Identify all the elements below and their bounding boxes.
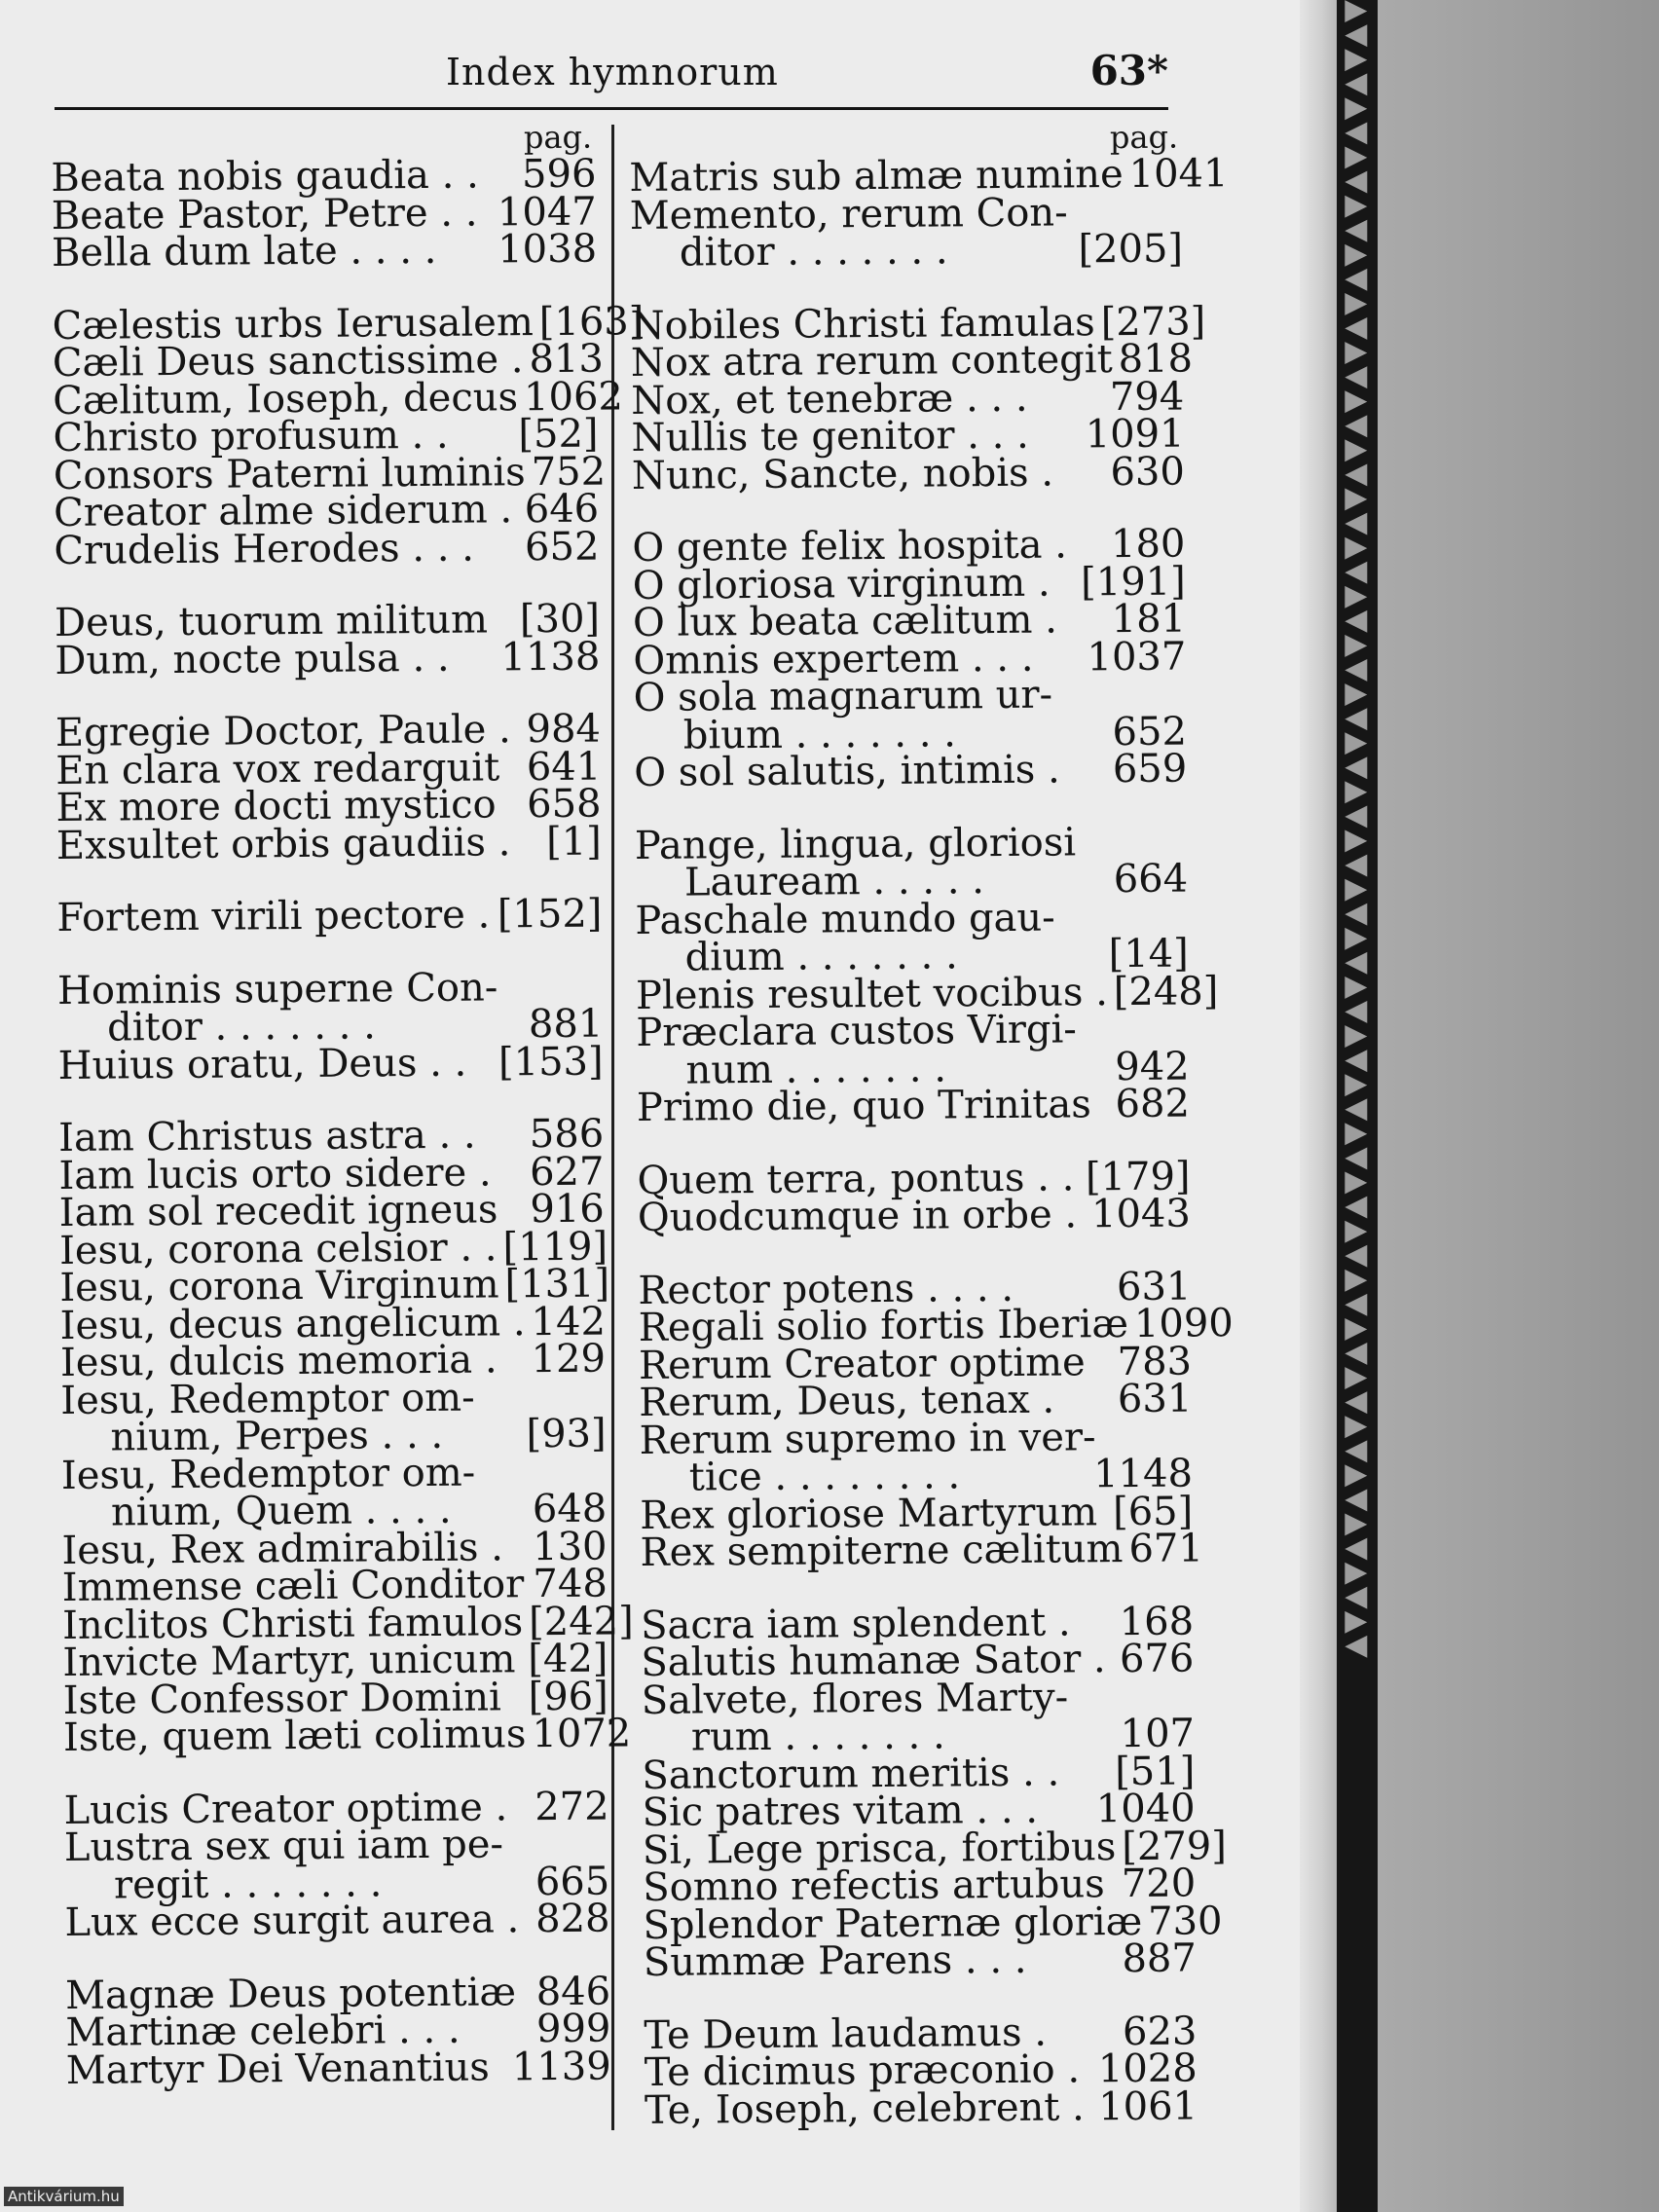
page-reference: 1047 (497, 189, 597, 235)
page-title: Index hymnorum (446, 51, 779, 93)
page-reference: [52] (518, 411, 599, 458)
hymn-title: Paschale mundo gau- (635, 895, 1055, 943)
page-reference: [119] (502, 1224, 608, 1270)
hymn-title: regit . . . . . . . (64, 1860, 383, 1908)
hymn-title: Iesu, Redemptor om- (60, 1450, 476, 1498)
header-rule (55, 107, 1168, 110)
hymn-title: Lux ecce surgit aurea . (64, 1897, 520, 1945)
hymn-title: Iesu, corona Virginum (59, 1262, 499, 1310)
hymn-title: Immense cæli Conditor (61, 1562, 525, 1610)
hymn-title: Regali solio fortis Iberiæ (638, 1302, 1129, 1350)
page-reference: 1062 (523, 373, 624, 420)
page-reference: 631 (1117, 1376, 1193, 1422)
page-reference: 658 (526, 781, 602, 828)
hymn-title: Invicte Martyr, unicum (62, 1637, 516, 1685)
page-reference: 652 (524, 524, 600, 570)
index-entry (636, 1081, 1191, 1130)
page-reference: 142 (531, 1299, 607, 1345)
index-entry (644, 2083, 1198, 2133)
page-reference: 586 (529, 1111, 605, 1158)
hymn-title: Rex gloriose Martyrum (640, 1489, 1098, 1538)
hymn-title: Magnæ Deus potentiæ (64, 1969, 517, 2018)
hymn-title: Martinæ celebri . . . (65, 2007, 461, 2055)
hymn-title: Nunc, Sancte, nobis . (631, 450, 1054, 498)
hymn-title: Rerum supremo in ver- (639, 1414, 1096, 1463)
index-entry (640, 1526, 1204, 1575)
index-entry (54, 524, 600, 573)
page-reference: 1037 (1087, 634, 1187, 680)
page-reference: 813 (529, 336, 605, 383)
page-reference: [152] (497, 891, 603, 938)
hymn-title: Creator alme siderum . (53, 487, 513, 535)
page-reference: [163] (538, 298, 645, 345)
page-reference: [42] (528, 1636, 608, 1682)
hymn-title: Sanctorum meritis . . (642, 1750, 1060, 1798)
page-reference: 1148 (1092, 1451, 1194, 1497)
page-reference: 1028 (1097, 2046, 1198, 2092)
hymn-title: O sola magnarum ur- (633, 672, 1053, 720)
hymn-title: dium . . . . . . . (635, 933, 958, 980)
hymn-title: Plenis resultet vocibus . (635, 969, 1109, 1018)
hymn-title: Iste, quem læti colimus (62, 1712, 527, 1760)
hymn-title: Huius oratu, Deus . . (57, 1040, 467, 1088)
page-reference: 623 (1122, 2008, 1198, 2054)
hymn-title: Iam lucis orto sidere . (58, 1149, 492, 1198)
hymn-title: Quodcumque in orbe . (637, 1192, 1078, 1240)
page-reference: 631 (1116, 1264, 1192, 1309)
hymn-title: Egregie Doctor, Paule . (55, 707, 511, 756)
index-entry (56, 891, 603, 940)
page-reference: 659 (1112, 746, 1188, 793)
page-reference: 748 (533, 1561, 608, 1607)
page-reference: 999 (535, 2006, 611, 2052)
hymn-title: Iesu, dulcis memoria . (59, 1337, 498, 1385)
page-reference: 168 (1119, 1598, 1195, 1644)
page-reference: 1038 (498, 226, 598, 273)
page-reference: 794 (1109, 374, 1185, 420)
hymn-title: Salutis humanæ Sator . (641, 1637, 1106, 1685)
hymn-title: Nobiles Christi famulas (630, 299, 1095, 349)
index-entries (629, 151, 1234, 2133)
page-reference: 752 (531, 449, 607, 495)
hymn-title: Somno refectis artubus (643, 1862, 1105, 1910)
page-reference: 1090 (1133, 1301, 1234, 1346)
page-reference: 1061 (1098, 2083, 1198, 2129)
index-entry (631, 449, 1186, 498)
hymn-title: Lauream . . . . . (634, 858, 985, 905)
index-entry (629, 226, 1184, 276)
page-reference: 1043 (1090, 1191, 1191, 1237)
hymn-title: Omnis expertem . . . (633, 635, 1034, 683)
hymn-title: Rerum Creator optime (638, 1339, 1086, 1388)
hymn-title: Sacra iam splendent . (640, 1599, 1071, 1648)
page-reference: 596 (521, 151, 597, 198)
page-reference: 180 (1110, 521, 1186, 568)
backdrop (1378, 0, 1659, 2212)
hymn-title: Te Deum laudamus . (644, 2009, 1048, 2058)
hymn-title: Iste Confessor Domini (62, 1674, 502, 1723)
hymn-title: O gente felix hospita . (632, 522, 1068, 571)
book-spine (1337, 0, 1378, 2212)
page-reference: 641 (526, 744, 602, 790)
index-entry (55, 819, 602, 868)
page-reference: 881 (528, 1001, 604, 1048)
index-entry (55, 634, 601, 683)
index-entry (64, 1896, 610, 1945)
index-entries (51, 151, 645, 2093)
page-reference: 676 (1119, 1636, 1195, 1682)
index-entry (57, 1039, 604, 1088)
page-reference: [205] (1078, 226, 1184, 273)
page-reference: 1139 (511, 2044, 611, 2089)
page-reference: 984 (526, 706, 602, 753)
hymn-title: Nox atra rerum contegit (630, 337, 1113, 386)
pag-label: pag. (1109, 118, 1179, 157)
index-entry (62, 1711, 632, 1760)
hymn-title: Nox, et tenebræ . . . (631, 375, 1028, 424)
hymn-title: En clara vox redarguit (55, 744, 500, 793)
page-reference: 107 (1120, 1711, 1196, 1757)
page-reference: 129 (531, 1336, 607, 1382)
hymn-title: O lux beata cælitum . (632, 597, 1058, 645)
hymn-title: Rex sempiterne cælitum (640, 1527, 1124, 1575)
page-reference: 646 (524, 486, 600, 533)
page-reference: [131] (504, 1261, 610, 1308)
page-reference: 648 (532, 1486, 608, 1532)
hymn-title: Iesu, Rex admirabilis . (61, 1524, 504, 1573)
hymn-title: Splendor Paternæ gloriæ (643, 1899, 1143, 1948)
hymn-title: Lucis Creator optime . (63, 1784, 508, 1833)
hymn-title: Iesu, Redemptor om- (60, 1375, 475, 1423)
spine-pattern: ▲▼▲▼▲▼▲▼▲▼▲▼▲▼▲▼▲▼▲▼▲▼▲▼▲▼▲▼▲▼▲▼▲▼▲▼▲▼▲▼▲▼▲▼▲▼▲▼▲▼▲▼▲▼▲▼▲▼▲▼▲▼▲▼▲▼▲▼ (1341, 0, 1375, 1660)
hymn-title: Bella dum late . . . . (51, 227, 437, 276)
hymn-title: Salvete, flores Marty- (641, 1675, 1069, 1723)
page-reference: [96] (528, 1674, 608, 1719)
hymn-title: Rector potens . . . . (638, 1265, 1014, 1313)
page-reference: 1040 (1095, 1786, 1196, 1832)
page-reference: [1] (545, 819, 602, 865)
hymn-title: ditor . . . . . . . (57, 1003, 377, 1051)
page-reference: 181 (1111, 596, 1187, 643)
page-reference: 916 (530, 1186, 605, 1233)
hymn-title: Crudelis Herodes . . . (54, 525, 475, 573)
page-reference: 730 (1148, 1898, 1223, 1944)
page-reference: [179] (1085, 1154, 1191, 1199)
index-column-right (629, 118, 1234, 2133)
hymn-title: Primo die, quo Trinitas (636, 1082, 1091, 1130)
page-reference: 665 (535, 1859, 610, 1904)
hymn-title: Lustra sex qui iam pe- (63, 1822, 504, 1870)
page-reference: 720 (1121, 1861, 1197, 1907)
hymn-title: Iesu, corona celsior . . (58, 1224, 498, 1273)
hymn-title: nium, Perpes . . . (60, 1412, 444, 1460)
page-reference: 272 (535, 1784, 609, 1829)
page-reference: [191] (1080, 559, 1186, 605)
page-reference: 630 (1110, 449, 1186, 495)
page-reference: 828 (535, 1896, 610, 1942)
hymn-title: Quem terra, pontus . . (637, 1154, 1075, 1203)
page-reference: [279] (1122, 1823, 1228, 1869)
page-reference: [153] (498, 1039, 604, 1085)
hymn-title: Si, Lege prisca, fortibus (642, 1824, 1117, 1873)
hymn-title: Beata nobis gaudia . . (51, 152, 479, 201)
hymn-title: rum . . . . . . . (641, 1713, 945, 1760)
hymn-title: tice . . . . . . . . (639, 1453, 961, 1500)
hymn-title: Iesu, decus angelicum . (59, 1299, 526, 1348)
page-reference: 652 (1112, 709, 1188, 755)
hymn-title: Præclara custos Virgi- (636, 1007, 1077, 1055)
hymn-title: Ex more docti mystico (55, 782, 497, 830)
hymn-title: O gloriosa virginum . (632, 560, 1051, 608)
hymn-title: Nullis te genitor . . . (631, 412, 1029, 461)
hymn-title: Memento, rerum Con- (629, 189, 1068, 239)
index-column-left (51, 118, 645, 2093)
hymn-title: Martyr Dei Venantius (65, 2045, 490, 2093)
hymn-title: Christo profusum . . (53, 412, 449, 461)
hymn-title: Inclitos Christi famulos (61, 1599, 524, 1648)
page-reference: 887 (1122, 1936, 1198, 1982)
page-reference: 682 (1115, 1081, 1191, 1127)
page-reference: [65] (1112, 1488, 1194, 1534)
hymn-title: Sic patres vitam . . . (642, 1787, 1039, 1835)
hymn-title: Te dicimus præconio . (644, 2046, 1081, 2095)
page-reference: [248] (1113, 968, 1219, 1014)
running-header (56, 47, 1168, 109)
page-reference: 671 (1128, 1526, 1204, 1572)
hymn-title: O sol salutis, intimis . (634, 747, 1060, 795)
index-entry (51, 226, 598, 276)
hymn-title: Hominis superne Con- (56, 964, 498, 1014)
hymn-title: Cæli Deus sanctissime . (52, 337, 524, 386)
page-edge (1300, 0, 1337, 2212)
index-entry (634, 746, 1188, 795)
page-reference: 818 (1118, 336, 1194, 383)
hymn-title: Deus, tuorum militum (54, 597, 489, 645)
hymn-title: Summæ Parens . . . (643, 1936, 1027, 1985)
hymn-title: nium, Quem . . . . (61, 1487, 452, 1535)
index-entry (65, 2044, 611, 2093)
page-reference: 942 (1115, 1044, 1190, 1089)
page-reference: [273] (1100, 298, 1206, 345)
watermark: Antikvárium.hu (4, 2187, 124, 2206)
hymn-title: bium . . . . . . . (633, 710, 957, 758)
page-reference: 1072 (532, 1711, 632, 1757)
hymn-title: Iam sol recedit igneus (58, 1187, 498, 1235)
page-reference: 1041 (1128, 151, 1229, 197)
index-entry (637, 1191, 1191, 1240)
hymn-title: Te, Ioseph, celebrent . (644, 2083, 1085, 2133)
hymn-title: Matris sub almæ numine (629, 152, 1124, 201)
page-reference: 1091 (1085, 411, 1185, 458)
column-divider (611, 125, 614, 2130)
page-reference: [30] (519, 596, 601, 643)
hymn-title: Pange, lingua, gloriosi (634, 819, 1077, 868)
index-entry (643, 1936, 1198, 1985)
hymn-title: Iam Christus astra . . (58, 1112, 476, 1161)
page-reference: [51] (1115, 1748, 1196, 1794)
hymn-title: Rerum, Deus, tenax . (639, 1377, 1055, 1425)
hymn-title: Beate Pastor, Petre . . (51, 190, 478, 239)
page-reference: 664 (1113, 856, 1189, 903)
page-reference: 627 (529, 1149, 605, 1195)
page-reference: [93] (526, 1411, 607, 1457)
hymn-title: num . . . . . . . (636, 1045, 947, 1093)
page-reference: [242] (529, 1598, 634, 1644)
page-reference: 846 (535, 1969, 611, 2014)
hymn-title: Consors Paterni luminis (53, 449, 526, 498)
hymn-title: Exsultet orbis gaudiis . (55, 819, 511, 868)
hymn-title: Fortem virili pectore . (56, 892, 491, 940)
page-number: 63* (1089, 47, 1168, 94)
page-reference: 130 (532, 1524, 608, 1569)
page-reference: 783 (1117, 1339, 1193, 1384)
page-reference: [14] (1108, 931, 1189, 977)
hymn-title: Dum, nocte pulsa . . (55, 635, 450, 683)
hymn-title: Cælitum, Ioseph, decus (53, 374, 519, 424)
pag-label: pag. (523, 118, 593, 157)
page-reference: 1138 (500, 634, 601, 680)
hymn-title: Cælestis urbs Ierusalem (52, 299, 534, 349)
hymn-title: ditor . . . . . . . (629, 228, 948, 276)
